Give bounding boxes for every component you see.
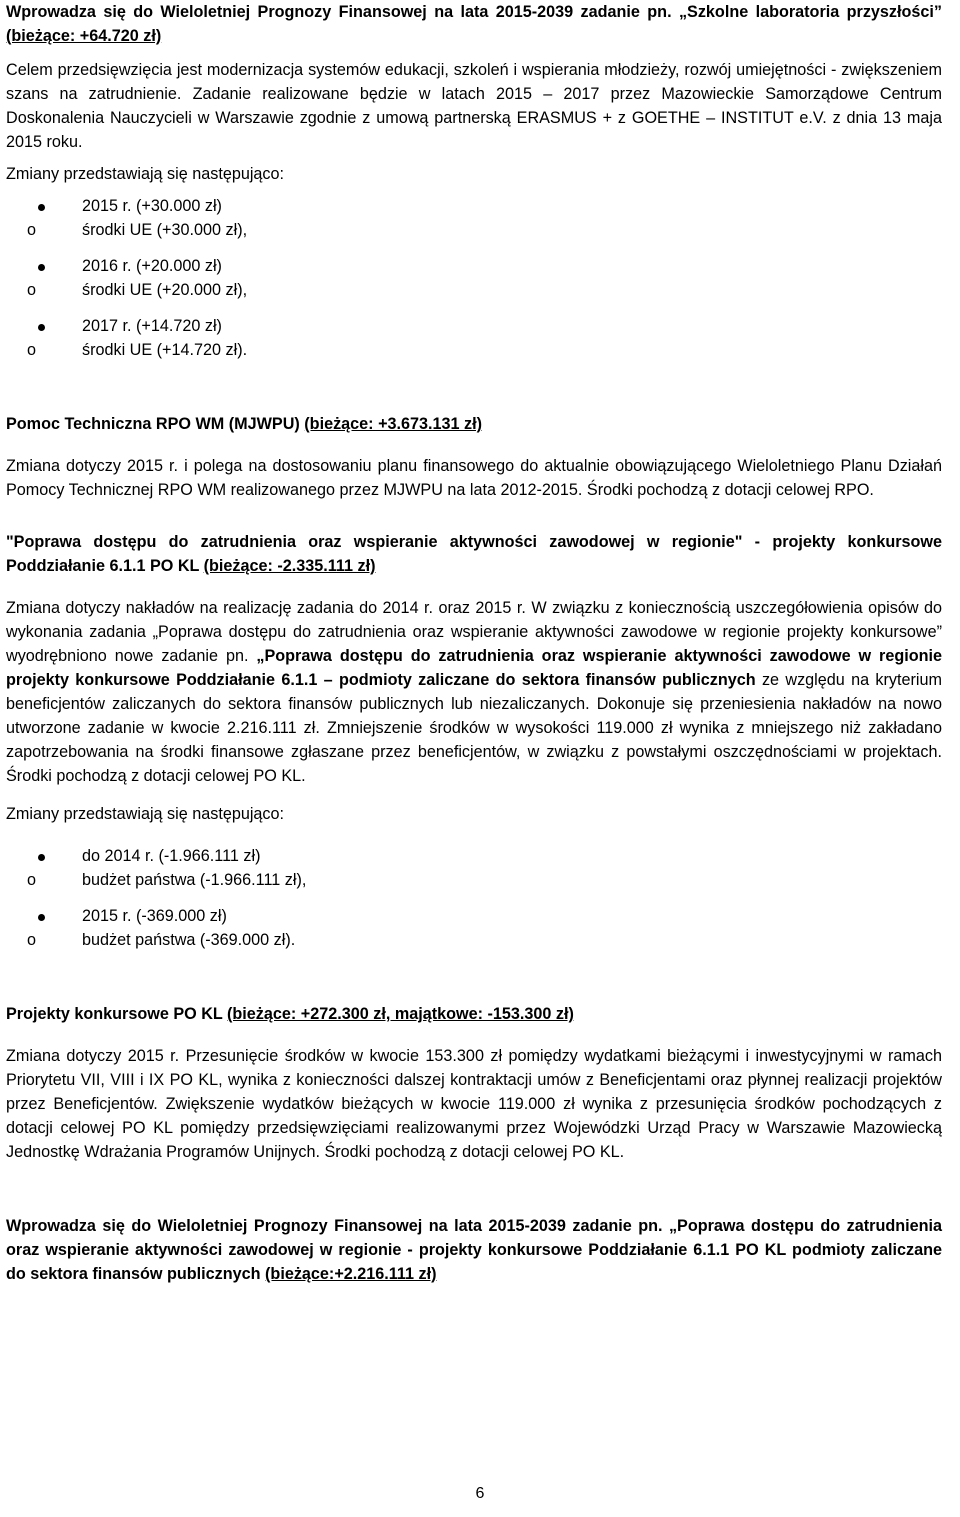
list-item — [6, 844, 942, 892]
section-title-projekty-konkursowe: Projekty konkursowe PO KL (bieżące: +272.300 zł, majątkowe: -153.300 zł) — [6, 1005, 574, 1023]
list-subitem: o środki UE (+30.000 zł), — [27, 218, 942, 242]
circle-bullet-icon: o — [27, 221, 37, 239]
bullet-icon — [38, 854, 45, 861]
list-item-main: 2015 r. (-369.000 zł) — [82, 907, 227, 925]
section-title-amount: (bieżące:+2.216.111 zł) — [265, 1265, 437, 1283]
new-task-name: „Poprawa dostępu do zatrudnienia oraz wspieranie aktywności zawodowe w regionie projekty konkursowe Poddziałanie 6.1.1 – podmioty zaliczane do sektora finansów publicznych — [6, 647, 942, 689]
circle-bullet-icon: o — [27, 341, 37, 359]
list-subitem: o budżet państwa (-1.966.111 zł), — [27, 868, 942, 892]
section-title-poprawa-dostepu: "Poprawa dostępu do zatrudnienia oraz wspieranie aktywności zawodowej w regionie" - projekty konkursowe Poddziałanie 6.1.1 PO KL (bieżące: -2.335.111 zł) — [6, 533, 942, 575]
list-subitem: o środki UE (+20.000 zł), — [27, 278, 942, 302]
list-item — [6, 194, 942, 242]
list-item-main: 2017 r. (+14.720 zł) — [82, 317, 222, 335]
changes-list — [6, 194, 942, 362]
section-paragraph: Zmiana dotyczy nakładów na realizację zadania do 2014 r. oraz 2015 r. W związku z koniecznością uszczegółowienia opisów do wykonania zadania „Poprawa dostępu do zatrudnienia oraz wspieranie aktywności zawodowe w regionie projekty konkursowe” wyodrębniono nowe zadanie pn. „Poprawa dostępu do zatrudnienia oraz wspieranie aktywności zawodowe w regionie projekty konkursowe Poddziałanie 6.1.1 – podmioty zaliczane do sektora finansów publicznych ze względu na kryterium beneficjentów zaliczanych do sektora finansów publicznych lub niezaliczanych. Dokonuje się przeniesienia nakładów na nowo utworzone zadanie w kwocie 2.216.111 zł. Zmniejszenie środków w wysokości 119.000 zł wynika z mniejszego niż zakładano zapotrzebowania na środki finansowe zgłaszane przez beneficjentów, w związku z powstałymi oszczędnościami w projektach. Środki pochodzą z dotacji celowej PO KL. — [6, 599, 942, 785]
section-title-amount: (bieżące: +272.300 zł, majątkowe: -153.300 zł) — [227, 1005, 574, 1023]
page-number: 6 — [475, 1485, 485, 1502]
list-item-main: 2015 r. (+30.000 zł) — [82, 197, 222, 215]
changes-intro: Zmiany przedstawiają się następująco: — [6, 165, 285, 183]
list-item — [6, 314, 942, 362]
circle-bullet-icon: o — [27, 281, 37, 299]
section-paragraph: Celem przedsięwzięcia jest modernizacja systemów edukacji, szkoleń i wspierania młodzieży, rozwój umiejętności - zwiększeniem szans na zatrudnienie. Zadanie realizowane będzie w latach 2015 – 2017 przez Mazowieckie Samorządowe Centrum Doskonalenia Nauczycieli w Warszawie zgodnie z umową partnerską ERASMUS + z GOETHE – INSTITUT e.V. z dnia 13 maja 2015 roku. — [6, 61, 942, 151]
changes-list — [6, 844, 942, 952]
section-paragraph: Zmiana dotyczy 2015 r. i polega na dostosowaniu planu finansowego do aktualnie obowiązującego Wieloletniego Planu Działań Pomocy Technicznej RPO WM realizowanego przez MJWPU na lata 2012-2015. Środki pochodzą z dotacji celowej RPO. — [6, 457, 942, 499]
section-title-amount: (bieżące: -2.335.111 zł) — [203, 557, 376, 575]
section-title-szkolne-laboratoria — [6, 0, 942, 48]
section-title-amount: (bieżące: +3.673.131 zł) — [304, 415, 483, 433]
section-title-amount: (bieżące: +64.720 zł) — [6, 27, 162, 45]
list-item-main: do 2014 r. (-1.966.111 zł) — [82, 847, 261, 865]
bullet-icon — [38, 324, 45, 331]
bullet-icon — [38, 204, 45, 211]
list-item — [6, 254, 942, 302]
list-item-main: 2016 r. (+20.000 zł) — [82, 257, 222, 275]
bullet-icon — [38, 914, 45, 921]
list-item — [6, 904, 942, 952]
section-title-text: Wprowadza się do Wieloletniej Prognozy Finansowej na lata 2015-2039 zadanie pn. „Szkolne laboratoria przyszłości” — [6, 3, 942, 21]
circle-bullet-icon: o — [27, 931, 37, 949]
list-subitem: o budżet państwa (-369.000 zł). — [27, 928, 942, 952]
section-title-pomoc-techniczna: Pomoc Techniczna RPO WM (MJWPU) (bieżące: +3.673.131 zł) — [6, 415, 483, 433]
section-title-nowe-zadanie: Wprowadza się do Wieloletniej Prognozy Finansowej na lata 2015-2039 zadanie pn. „Poprawa dostępu do zatrudnienia oraz wspieranie aktywności zawodowej w regionie - projekty konkursowe Poddziałanie 6.1.1 PO KL podmioty zaliczane do sektora finansów publicznych (bieżące:+2.216.111 zł) — [6, 1217, 942, 1283]
list-subitem: o środki UE (+14.720 zł). — [27, 338, 942, 362]
bullet-icon — [38, 264, 45, 271]
section-paragraph: Zmiana dotyczy 2015 r. Przesunięcie środków w kwocie 153.300 zł pomiędzy wydatkami bieżącymi i inwestycyjnymi w ramach Priorytetu VII, VIII i IX PO KL, wynika z konieczności dalszej kontraktacji umów z Beneficjentami oraz płynnej realizacji projektów przez Beneficjentów. Zwiększenie wydatków bieżących w kwocie 119.000 zł wynika z przesunięcia środków pochodzących z dotacji celowej PO KL pomiędzy przedsięwzięciami realizowanymi przez Wojewódzki Urząd Pracy w Warszawie Mazowiecką Jednostkę Wdrażania Programów Unijnych. Środki pochodzą z dotacji celowej PO KL. — [6, 1047, 942, 1161]
changes-intro: Zmiany przedstawiają się następująco: — [6, 805, 285, 823]
circle-bullet-icon: o — [27, 871, 37, 889]
